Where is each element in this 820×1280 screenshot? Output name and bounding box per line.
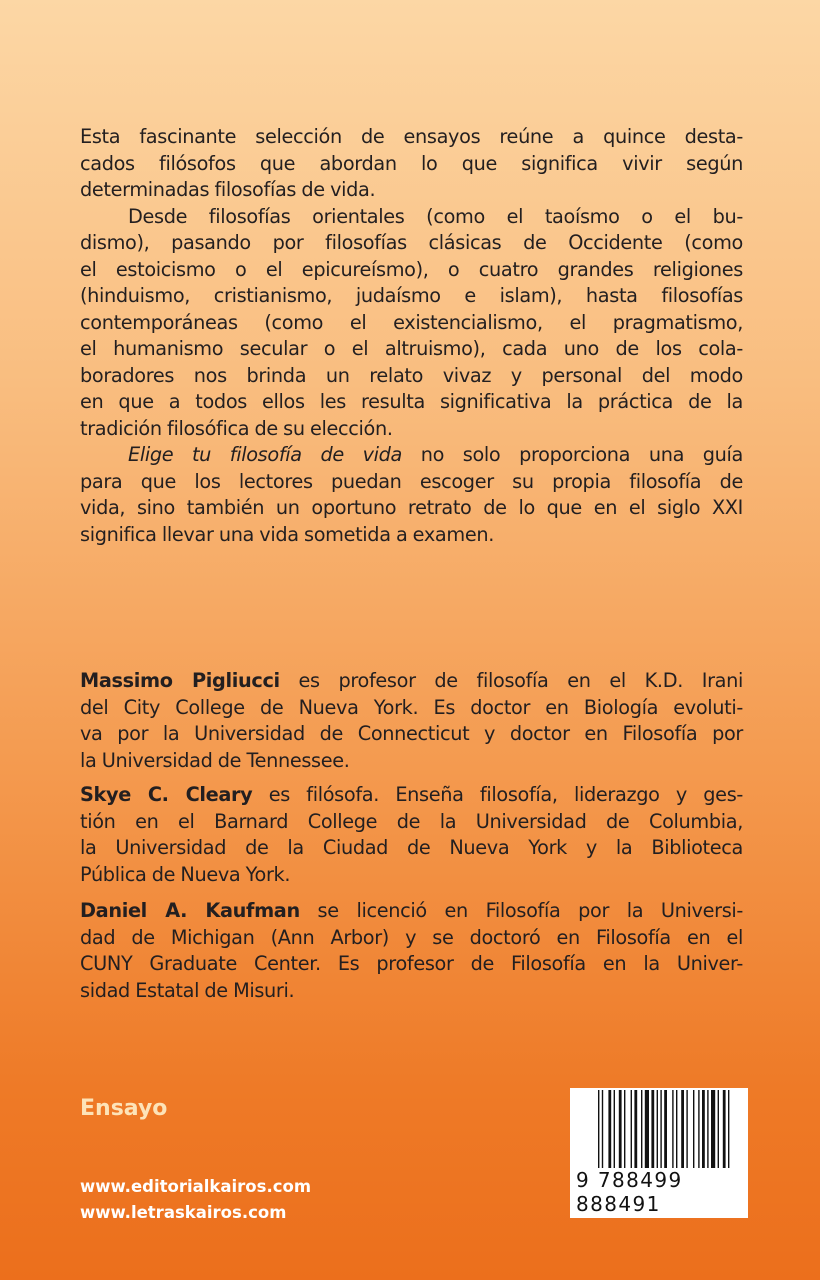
synopsis-line: cados filósofos que abordan lo que significa vivir según <box>80 151 743 175</box>
author-bio-pigliucci <box>80 668 743 774</box>
isbn-digits: 9 788499 888491 <box>574 1168 748 1216</box>
bio-line <box>80 668 743 695</box>
synopsis-line: para que los lectores puedan escoger su propia filosofía de <box>80 469 743 493</box>
bio-line: Pública de Nueva York. <box>80 862 291 886</box>
bio-line: sidad Estatal de Misuri. <box>80 978 295 1002</box>
author-bio-cleary <box>80 782 743 888</box>
synopsis-line: dismo), pasando por filosofías clásicas de Occidente (como <box>80 231 743 254</box>
bio-text: se licenció en Filosofía por la Universi- <box>299 899 744 922</box>
synopsis-line: (hinduismo, cristianismo, judaísmo e islam), hasta filosofías <box>80 284 743 307</box>
synopsis-line: en que a todos ellos les resulta significativa la práctica de la <box>80 390 743 413</box>
synopsis-line: el estoicismo o el epicureísmo), o cuatro grandes religiones <box>80 257 743 281</box>
bio-text: es filósofa. Enseña filosofía, liderazgo y ges- <box>252 783 743 806</box>
publisher-url[interactable]: www.editorialkairos.com <box>80 1177 312 1196</box>
bio-line: la Universidad de la Ciudad de Nueva York y la Biblioteca <box>80 836 743 859</box>
synopsis-line: Esta fascinante selección de ensayos reúne a quince desta- <box>80 125 743 148</box>
author-name: Skye C. Cleary <box>80 783 253 806</box>
bio-line: del City College de Nueva York. Es doctor en Biología evoluti- <box>80 695 743 719</box>
author-name: Daniel A. Kaufman <box>80 899 300 922</box>
isbn-barcode <box>570 1088 748 1218</box>
synopsis-line <box>80 442 743 469</box>
synopsis-line: contemporáneas (como el existencialismo, el pragmatismo, <box>80 310 743 334</box>
bio-line: tión en el Barnard College de la Universidad de Columbia, <box>80 809 743 833</box>
bio-line: la Universidad de Tennessee. <box>80 748 350 772</box>
synopsis-line: vida, sino también un oportuno retrato de lo que en el siglo XXI <box>80 496 743 519</box>
author-bio-kaufman <box>80 898 743 1004</box>
synopsis-line: Desde filosofías orientales (como el taoísmo o el bu- <box>128 204 743 228</box>
synopsis-line: el humanismo secular o el altruismo), cada uno de los cola- <box>80 337 743 360</box>
synopsis-line: determinadas filosofías de vida. <box>80 178 376 201</box>
bio-line: dad de Michigan (Ann Arbor) y se doctoró en Filosofía en el <box>80 925 743 949</box>
synopsis-line: significa llevar una vida sometida a examen. <box>80 522 494 546</box>
synopsis <box>80 124 743 548</box>
publisher-url[interactable]: www.letraskairos.com <box>80 1203 287 1222</box>
bio-line: va por la Universidad de Connecticut y doctor en Filosofía por <box>80 722 743 745</box>
bio-line: CUNY Graduate Center. Es profesor de Filosofía en la Univer- <box>80 952 743 975</box>
synopsis-line: tradición filosófica de su elección. <box>80 416 393 440</box>
bio-line <box>80 898 743 925</box>
bio-line <box>80 782 743 809</box>
synopsis-text: no solo proporciona una guía <box>402 443 744 466</box>
genre-label: Ensayo <box>80 1096 168 1121</box>
book-title: Elige tu filosofía de vida <box>128 443 403 466</box>
bio-text: es profesor de filosofía en el K.D. Irani <box>279 669 743 692</box>
author-name: Massimo Pigliucci <box>80 669 280 692</box>
synopsis-line: boradores nos brinda un relato vivaz y personal del modo <box>80 363 743 387</box>
